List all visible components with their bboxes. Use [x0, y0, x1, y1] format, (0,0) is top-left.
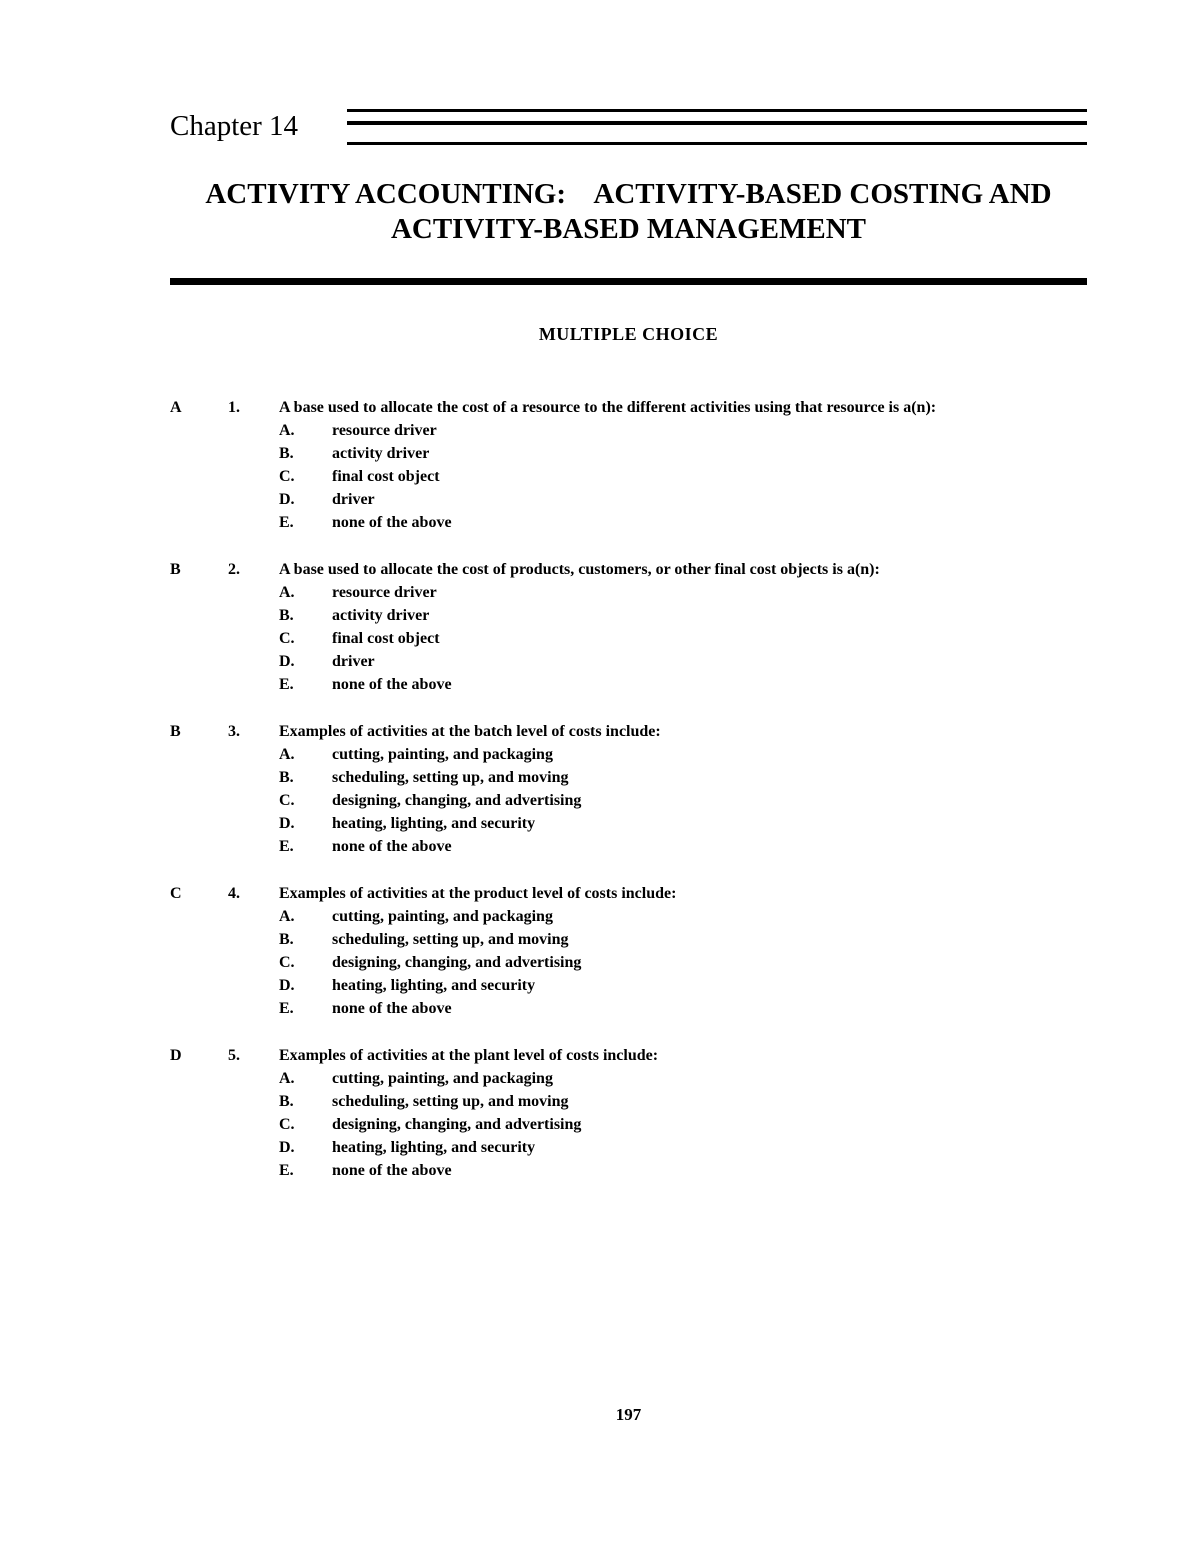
section-heading: MULTIPLE CHOICE — [538, 324, 719, 344]
answer-option — [170, 905, 1087, 928]
option-letter: D. — [279, 1139, 295, 1156]
chapter-rule-bottom — [347, 142, 1087, 145]
option-letter: B. — [279, 607, 294, 624]
option-letter: D. — [279, 491, 295, 508]
answer-option — [170, 743, 1087, 766]
option-letter: D. — [279, 653, 295, 670]
option-letter: A. — [279, 746, 295, 763]
question-item — [170, 558, 1087, 696]
answer-option — [170, 1159, 1087, 1182]
option-letter: C. — [279, 954, 295, 971]
question-text: Examples of activities at the batch level of costs include: — [279, 723, 661, 740]
question-row — [170, 882, 1087, 905]
question-row — [170, 720, 1087, 743]
question-list — [170, 396, 1087, 1206]
option-letter: B. — [279, 769, 294, 786]
option-letter: B. — [279, 1093, 294, 1110]
option-text: heating, lighting, and security — [332, 977, 536, 994]
chapter-rule-middle — [347, 121, 1087, 125]
answer-option — [170, 951, 1087, 974]
answer-option — [170, 511, 1087, 534]
answer-key: C — [170, 885, 182, 902]
option-text: scheduling, setting up, and moving — [332, 769, 569, 786]
answer-option — [170, 835, 1087, 858]
option-text: none of the above — [332, 676, 452, 693]
question-text: A base used to allocate the cost of products, customers, or other final cost objects is a(n): — [279, 561, 880, 578]
answer-option — [170, 812, 1087, 835]
option-text: designing, changing, and advertising — [332, 1116, 582, 1133]
answer-option — [170, 465, 1087, 488]
answer-key: A — [170, 399, 182, 416]
question-item — [170, 882, 1087, 1020]
answer-option — [170, 1113, 1087, 1136]
page-number: 197 — [615, 1405, 642, 1424]
option-text: scheduling, setting up, and moving — [332, 1093, 569, 1110]
option-text: none of the above — [332, 1162, 452, 1179]
option-text: activity driver — [332, 607, 430, 624]
chapter-label: Chapter 14 — [170, 110, 299, 142]
answer-option — [170, 419, 1087, 442]
option-text: cutting, painting, and packaging — [332, 908, 553, 925]
question-row — [170, 1044, 1087, 1067]
option-letter: E. — [279, 1162, 294, 1179]
question-row — [170, 558, 1087, 581]
question-text: A base used to allocate the cost of a resource to the different activities using that resource is a(n): — [279, 399, 937, 416]
answer-option — [170, 766, 1087, 789]
title-rule — [170, 278, 1087, 285]
option-text: cutting, painting, and packaging — [332, 746, 553, 763]
answer-option — [170, 789, 1087, 812]
option-text: cutting, painting, and packaging — [332, 1070, 553, 1087]
option-text: heating, lighting, and security — [332, 1139, 536, 1156]
answer-option — [170, 997, 1087, 1020]
question-item — [170, 396, 1087, 534]
question-number: 3. — [228, 723, 240, 740]
option-letter: C. — [279, 630, 295, 647]
option-letter: D. — [279, 977, 295, 994]
answer-option — [170, 974, 1087, 997]
option-letter: B. — [279, 931, 294, 948]
question-number: 1. — [228, 399, 240, 416]
option-letter: C. — [279, 1116, 295, 1133]
option-letter: E. — [279, 1000, 294, 1017]
question-number: 5. — [228, 1047, 240, 1064]
option-text: resource driver — [332, 584, 437, 601]
answer-option — [170, 442, 1087, 465]
option-letter: C. — [279, 792, 295, 809]
option-letter: A. — [279, 1070, 295, 1087]
question-number: 2. — [228, 561, 240, 578]
option-letter: C. — [279, 468, 295, 485]
answer-option — [170, 604, 1087, 627]
option-text: driver — [332, 491, 375, 508]
option-text: none of the above — [332, 838, 452, 855]
option-text: activity driver — [332, 445, 430, 462]
option-text: driver — [332, 653, 375, 670]
option-letter: B. — [279, 445, 294, 462]
chapter-rule-top — [347, 109, 1087, 112]
option-letter: D. — [279, 815, 295, 832]
answer-option — [170, 488, 1087, 511]
chapter-title: ACTIVITY ACCOUNTING: ACTIVITY-BASED COSTING AND ACTIVITY-BASED MANAGEMENT — [205, 178, 1052, 245]
answer-key: B — [170, 561, 181, 578]
question-item — [170, 720, 1087, 858]
option-text: resource driver — [332, 422, 437, 439]
option-text: none of the above — [332, 1000, 452, 1017]
answer-option — [170, 581, 1087, 604]
question-text: Examples of activities at the product level of costs include: — [279, 885, 677, 902]
option-letter: E. — [279, 838, 294, 855]
option-text: scheduling, setting up, and moving — [332, 931, 569, 948]
answer-option — [170, 928, 1087, 951]
answer-key: B — [170, 723, 181, 740]
option-letter: A. — [279, 584, 295, 601]
question-text: Examples of activities at the plant level of costs include: — [279, 1047, 659, 1064]
option-text: designing, changing, and advertising — [332, 792, 582, 809]
option-letter: A. — [279, 422, 295, 439]
answer-option — [170, 627, 1087, 650]
answer-option — [170, 650, 1087, 673]
answer-option — [170, 1067, 1087, 1090]
option-text: heating, lighting, and security — [332, 815, 536, 832]
question-number: 4. — [228, 885, 240, 902]
option-text: designing, changing, and advertising — [332, 954, 582, 971]
question-row — [170, 396, 1087, 419]
option-text: final cost object — [332, 468, 440, 485]
answer-option — [170, 673, 1087, 696]
option-letter: E. — [279, 514, 294, 531]
answer-option — [170, 1136, 1087, 1159]
answer-option — [170, 1090, 1087, 1113]
option-letter: A. — [279, 908, 295, 925]
option-text: none of the above — [332, 514, 452, 531]
question-item — [170, 1044, 1087, 1182]
answer-key: D — [170, 1047, 182, 1064]
option-text: final cost object — [332, 630, 440, 647]
option-letter: E. — [279, 676, 294, 693]
